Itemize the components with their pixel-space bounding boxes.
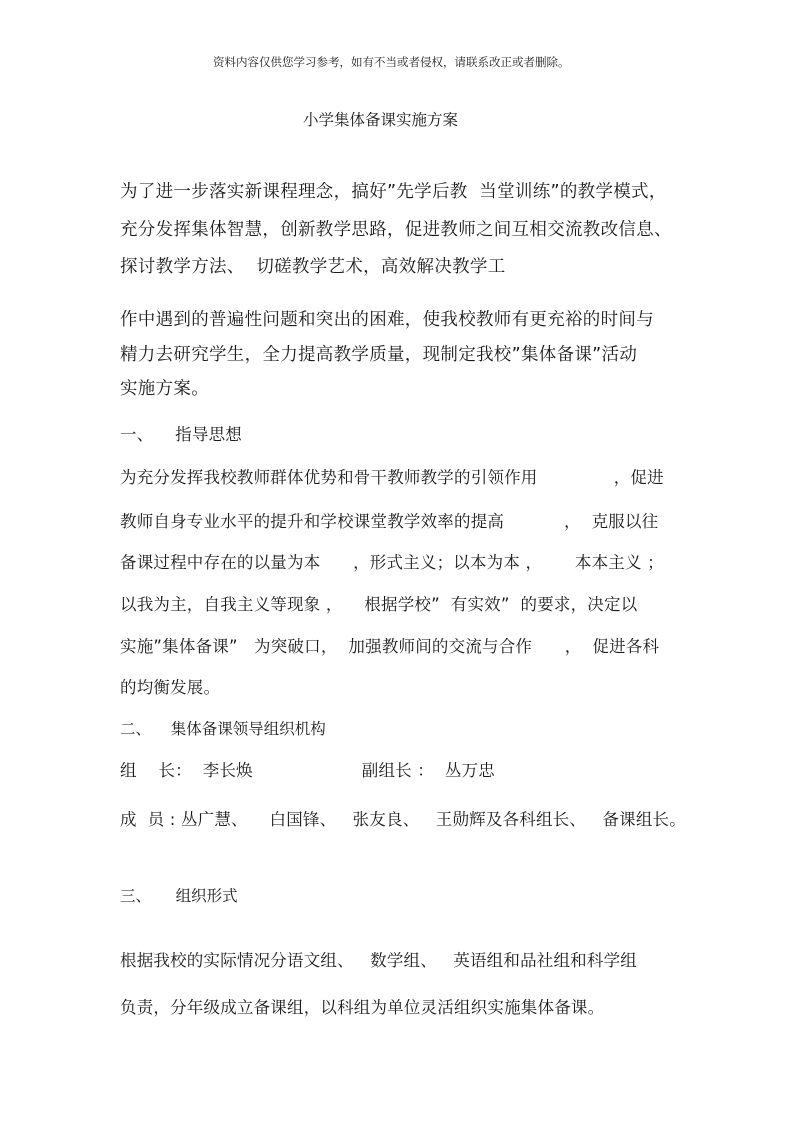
- section3-line-2: 负责，分年级成立备课组，以科组为单位灵活组织实施集体备课。: [120, 998, 605, 1017]
- section2-members-line: 成 员 : 丛广慧、 白国锋、 张友良、 王勋辉及各科组长、 备课组长。: [120, 810, 686, 829]
- section1-line-3: 备课过程中存在的以量为本 ，形式主义；以本为本 ， 本本主义 ；: [120, 553, 664, 572]
- section2-leader-line: 组 长： 李长焕 副组长 ： 丛万忠: [120, 761, 496, 780]
- section3-heading: 三、 组织形式: [120, 887, 238, 905]
- section1-line-6: 的均衡发展。: [120, 678, 221, 697]
- intro-line-2: 充分发挥集体智慧，创新教学思路，促进教师之间互相交流教改信息、: [120, 220, 672, 240]
- section1-line-2: 教师自身专业水平的提升和学校课堂教学效率的提高 ， 克服以往: [120, 512, 659, 531]
- intro-cont-line-3: 实施方案。: [120, 379, 209, 399]
- intro-cont-line-1: 作中遇到的普遍性问题和突出的困难，使我校教师有更充裕的时间与: [120, 310, 654, 330]
- section1-heading: 一、 指导思想: [120, 425, 242, 444]
- section1-line-4: 以我为主，自我主义等现象 ， 根据学校” 有实效” 的要求，决定以: [120, 595, 638, 614]
- section1-line-1: 为充分发挥我校教师群体优势和骨干教师教学的引领作用 ，促进: [120, 468, 664, 487]
- header-note: 资料内容仅供您学习参考，如有不当或者侵权，请联系改正或者删除。: [213, 55, 570, 69]
- section3-line-1: 根据我校的实际情况分语文组、 数学组、 英语组和品社组和科学组: [120, 951, 637, 970]
- intro-line-1: 为了进一步落实新课程理念，搞好”先学后教 当堂训练”的教学模式，: [120, 182, 667, 202]
- intro-cont-line-2: 精力去研究学生，全力提高教学质量，现制定我校”集体备课”活动: [120, 345, 638, 365]
- document-title: 小学集体备课实施方案: [303, 111, 459, 129]
- intro-line-3: 探讨教学方法、 切磋教学艺术，高效解决教学工: [120, 257, 506, 277]
- section2-heading: 二、 集体备课领导组织机构: [120, 720, 326, 738]
- section1-line-5: 实施”集体备课” 为突破口， 加强教师间的交流与合作 ， 促进各科: [120, 637, 660, 656]
